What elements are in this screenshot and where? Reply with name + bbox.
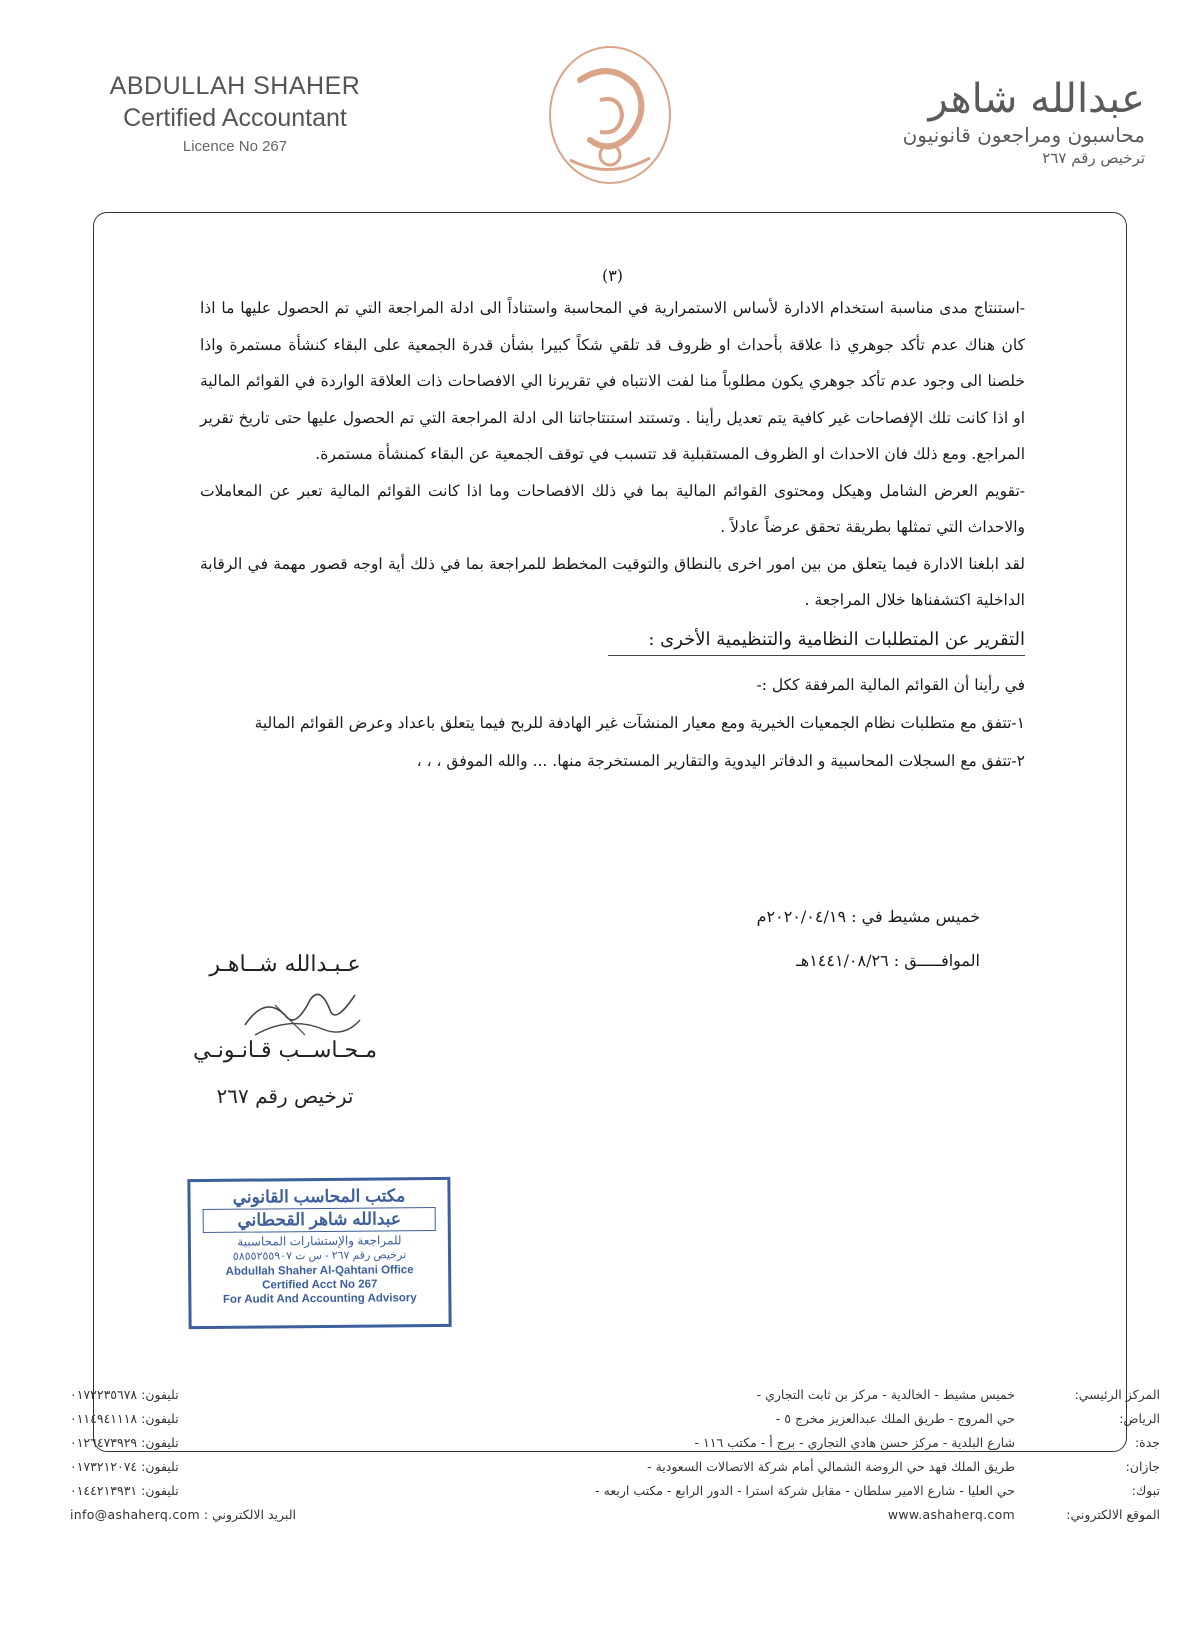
report-dates — [640, 895, 980, 983]
email-link[interactable]: البريد الالكتروني : info@ashaherq.com — [70, 1507, 296, 1522]
footer-label: المركز الرئيسي: — [1074, 1387, 1160, 1402]
footer-row — [70, 1407, 1160, 1431]
footer-address: حي المروج - طريق الملك عبدالعزيز مخرج ٥ - — [775, 1411, 1015, 1426]
footer-row — [70, 1383, 1160, 1407]
footer-contacts — [70, 1383, 1160, 1527]
header-english — [85, 70, 385, 160]
footer-row — [70, 1455, 1160, 1479]
website-link[interactable]: www.ashaherq.com — [887, 1507, 1015, 1522]
handwritten-signature — [235, 975, 365, 1045]
footer-address: خميس مشيط - الخالدية - مركز بن ثابت التجاري - — [756, 1387, 1015, 1402]
company-title-en: Certified Accountant — [123, 104, 347, 132]
footer-address: شارع البلدية - مركز حسن هادي التجاري - برج أ - مكتب ١١٦ - — [694, 1435, 1015, 1450]
footer-phone: تليفون: ٠١٢٦٤٧٣٩٢٩ — [70, 1435, 179, 1450]
footer-phone: تليفون: ٠١٧٢٢٣٥٦٧٨ — [70, 1387, 179, 1402]
opinion-intro: في رأينا أن القوائم المالية المرفقة ككل :- — [756, 675, 1025, 694]
stamp-line-1: مكتب المحاسب القانوني — [232, 1186, 406, 1207]
footer-label: الرياض: — [1119, 1411, 1160, 1426]
stamp-line-5: Abdullah Shaher Al-Qahtani Office — [225, 1264, 414, 1278]
company-name-en: ABDULLAH SHAHER — [109, 72, 361, 100]
signer-licence: ترخيص رقم ٢٦٧ — [216, 1084, 354, 1108]
company-title-ar: محاسبون ومراجعون قانونيون — [902, 123, 1145, 147]
footer-row — [70, 1431, 1160, 1455]
date-hijri: الموافـــــق : ١٤٤١/٠٨/٢٦هـ — [796, 951, 980, 970]
paragraph-presentation: -تقويم العرض الشامل وهيكل ومحتوى القوائم المالية بما في ذلك الافصاحات وما اذا كانت القوائم المالية تعبر عن المعاملات والاحداث التي تمثلها بطريقة تحقق عرضاً عادلاً . — [200, 481, 1025, 536]
date-gregorian: خميس مشيط في : ٢٠٢٠/٠٤/١٩م — [756, 907, 980, 926]
stamp-line-3: للمراجعة والإستشارات المحاسبية — [237, 1233, 402, 1249]
signer-name: عـبـدالله شــاهـر — [209, 952, 361, 977]
company-logo — [540, 40, 680, 190]
footer-label: جازان: — [1125, 1459, 1160, 1474]
stamp-line-2: عبدالله شاهر القحطاني — [203, 1207, 436, 1233]
report-body — [200, 262, 1025, 780]
office-stamp — [187, 1177, 451, 1329]
paragraph-communication: لقد ابلغنا الادارة فيما يتعلق من بين امور اخرى بالنطاق والتوقيت المخطط للمراجعة بما في ذلك أية اوجه قصور مهمة في الرقابة الداخلية اكتشفناها خلال المراجعة . — [200, 554, 1025, 609]
footer-label: الموقع الالكتروني: — [1066, 1507, 1160, 1522]
footer-address: حي العليا - شارع الامير سلطان - مقابل شركة استرا - الدور الرابع - مكتب اربعه - — [595, 1483, 1015, 1498]
footer-address: طريق الملك فهد حي الروضة الشمالي أمام شركة الاتصالات السعودية - — [647, 1459, 1015, 1474]
opinion-item-1: ١-تتفق مع متطلبات نظام الجمعيات الخيرية ومع معيار المنشآت غير الهادفة للربح فيما يتعلق باعداد وعرض القوائم المالية — [254, 713, 1025, 732]
footer-label: جدة: — [1134, 1435, 1160, 1450]
footer-phone: تليفون: ٠١٧٣٢١٢٠٧٤ — [70, 1459, 179, 1474]
header-arabic — [825, 75, 1145, 169]
signer-title: مـحـاســب قـانـونـي — [192, 1038, 377, 1063]
section-heading: التقرير عن المتطلبات النظامية والتنظيمية الأخرى : — [608, 625, 1025, 656]
footer-row — [70, 1503, 1160, 1527]
footer-row — [70, 1479, 1160, 1503]
footer-phone: تليفون: ٠١٤٤٢١٣٩٣١ — [70, 1483, 179, 1498]
licence-ar: ترخيص رقم ٢٦٧ — [1042, 149, 1145, 167]
stamp-line-6: Certified Acct No 267 — [262, 1278, 378, 1292]
footer-phone: تليفون: ٠١١٤٩٤١١١٨ — [70, 1411, 179, 1426]
stamp-line-4: ترخيص رقم ٢٦٧ - س ت ٥٨٥٥٢٥٥٩٠٧ — [232, 1249, 407, 1263]
licence-en: Licence No 267 — [182, 138, 288, 155]
footer-label: تبوك: — [1131, 1483, 1160, 1498]
opinion-item-2: ٢-تتفق مع السجلات المحاسبية و الدفاتر اليدوية والتقارير المستخرجة منها. ... والله الموفق ، ، ، — [416, 751, 1025, 770]
stamp-line-7: For Audit And Accounting Advisory — [222, 1292, 417, 1306]
page-number: (٣) — [601, 266, 624, 285]
paragraph-going-concern: -استنتاج مدى مناسبة استخدام الادارة لأساس الاستمرارية في المحاسبة واستناداً الى ادلة المراجعة التي تم الحصول عليها ما اذا كان هناك عدم تأكد جوهري ذا علاقة بأحداث او ظروف قد تلقي شكاً كبيرا بشأن قدرة الجمعية على البقاء كنشأة مستمرة واذا خلصنا الى وجود عدم تأكد جوهري يكون مطلوباً منا لفت الانتباه في تقريرنا الي الافصاحات ذات العلاقة الواردة في القوائم المالية او اذا كانت تلك الإفصاحات غير كافية يتم تعديل رأينا . وتستند استنتاجاتنا الى ادلة المراجعة التي تم الحصول عليها حتى تاريخ تقرير المراجع. ومع ذلك فان الاحداث او الظروف المستقبلية قد تتسبب في توقف الجمعية عن البقاء كمنشأة مستمرة. — [200, 299, 1025, 463]
company-name-ar: عبدالله شاهر — [928, 76, 1145, 122]
